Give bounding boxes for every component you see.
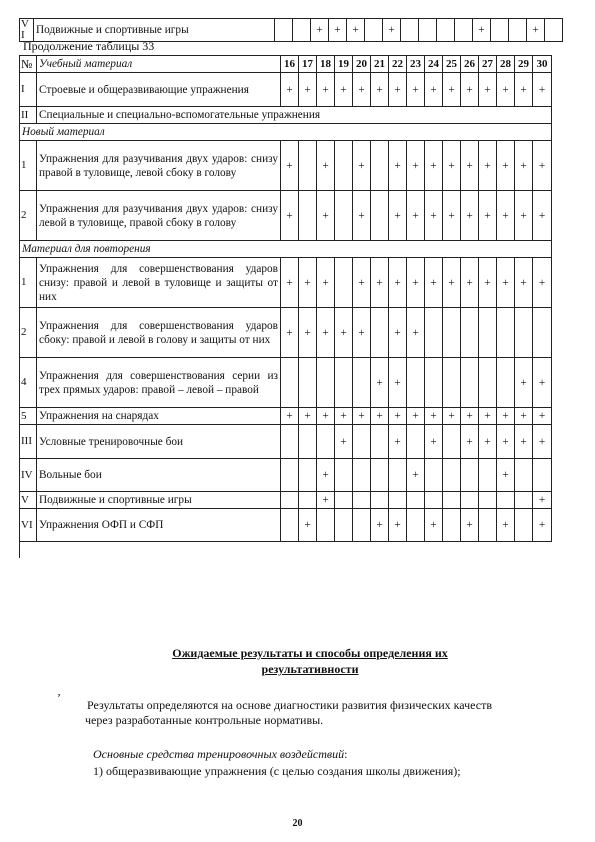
row-number: 1 [20, 141, 37, 191]
mark-cell: + [425, 191, 443, 241]
training-schedule-table [19, 55, 552, 542]
mark-cell [515, 492, 533, 509]
mark-cell [371, 191, 389, 241]
mark-cell [353, 492, 371, 509]
subheading-colon: : [344, 747, 348, 761]
mark-cell: + [281, 141, 299, 191]
table-row [20, 492, 552, 509]
mark-cell: + [389, 509, 407, 542]
mark-cell: + [353, 73, 371, 107]
row-number: 2 [20, 308, 37, 358]
stray-mark: ‚ [57, 684, 61, 698]
mark-cell: + [281, 73, 299, 107]
mark-cell [437, 19, 455, 42]
table-border-tail [19, 541, 20, 558]
mark-cell: + [533, 509, 552, 542]
row-material: Условные тренировочные бои [37, 425, 281, 459]
results-paragraph-line-1: Результаты определяются на основе диагностики развития физических качеств [87, 698, 493, 712]
mark-cell [335, 509, 353, 542]
mark-cell: + [461, 425, 479, 459]
mark-cell: + [461, 141, 479, 191]
row-number: 1 [20, 258, 37, 308]
mark-cell: + [311, 19, 329, 42]
mark-cell [443, 492, 461, 509]
header-lesson-number: 28 [497, 56, 515, 73]
mark-cell [299, 459, 317, 492]
mark-cell: + [461, 73, 479, 107]
section-title: Новый материал [20, 124, 552, 141]
header-material: Учебный материал [37, 56, 281, 73]
mark-cell [515, 459, 533, 492]
mark-cell: + [533, 408, 552, 425]
mark-cell: + [461, 191, 479, 241]
mark-cell: + [299, 73, 317, 107]
results-paragraph-line-2: через разработанные контрольные нормативы. [85, 713, 324, 727]
mark-cell: + [317, 459, 335, 492]
mark-cell [389, 492, 407, 509]
header-lesson-number: 21 [371, 56, 389, 73]
mark-cell: + [353, 308, 371, 358]
mark-cell: + [299, 408, 317, 425]
row-material: Подвижные и спортивные игры [34, 19, 275, 42]
mark-cell: + [425, 258, 443, 308]
mark-cell: + [497, 459, 515, 492]
mark-cell: + [389, 408, 407, 425]
mark-cell [317, 358, 335, 408]
mark-cell [281, 492, 299, 509]
row-number: I [20, 73, 37, 107]
table-header-row [20, 56, 552, 73]
mark-cell [443, 308, 461, 358]
mark-cell: + [281, 308, 299, 358]
mark-cell [299, 492, 317, 509]
table-row [20, 107, 552, 124]
mark-cell: + [389, 308, 407, 358]
mark-cell: + [389, 425, 407, 459]
mark-cell: + [425, 509, 443, 542]
mark-cell [371, 459, 389, 492]
mark-cell [317, 425, 335, 459]
mark-cell: + [317, 73, 335, 107]
mark-cell: + [515, 141, 533, 191]
mark-cell: + [479, 191, 497, 241]
mark-cell: + [461, 258, 479, 308]
table-row [20, 459, 552, 492]
row-material: Вольные бои [37, 459, 281, 492]
mark-cell [281, 425, 299, 459]
mark-cell [371, 141, 389, 191]
mark-cell: + [497, 191, 515, 241]
section-heading [110, 645, 510, 677]
mark-cell: + [389, 358, 407, 408]
mark-cell: + [317, 258, 335, 308]
mark-cell [281, 358, 299, 408]
table-row [20, 425, 552, 459]
mark-cell [407, 509, 425, 542]
header-lesson-number: 20 [353, 56, 371, 73]
header-lesson-number: 17 [299, 56, 317, 73]
mark-cell: + [371, 509, 389, 542]
mark-cell [407, 358, 425, 408]
mark-cell: + [515, 258, 533, 308]
mark-cell [317, 509, 335, 542]
mark-cell: + [473, 19, 491, 42]
mark-cell [479, 492, 497, 509]
mark-cell: + [383, 19, 401, 42]
section-heading-line-2: результативности [261, 662, 359, 676]
mark-cell: + [353, 258, 371, 308]
mark-cell: + [497, 408, 515, 425]
table-row [20, 191, 552, 241]
mark-cell [299, 425, 317, 459]
mark-cell [425, 358, 443, 408]
mark-cell [389, 459, 407, 492]
mark-cell [281, 459, 299, 492]
mark-cell [533, 459, 552, 492]
mark-cell [443, 425, 461, 459]
mark-cell [461, 308, 479, 358]
mark-cell: + [389, 141, 407, 191]
mark-cell [479, 308, 497, 358]
mark-cell [281, 509, 299, 542]
mark-cell: + [347, 19, 365, 42]
list-item: 1) общеразвивающие упражнения (с целью создания школы движения); [93, 764, 461, 778]
mark-cell [335, 258, 353, 308]
mark-cell [335, 358, 353, 408]
mark-cell [515, 509, 533, 542]
table-continuation-caption: Продолжение таблицы 33 [23, 39, 155, 53]
mark-cell [425, 459, 443, 492]
row-number: III [20, 425, 37, 459]
mark-cell: + [497, 141, 515, 191]
mark-cell: + [407, 191, 425, 241]
table-row [20, 509, 552, 542]
mark-cell: + [299, 308, 317, 358]
table-row [20, 358, 552, 408]
section-heading-line-1: Ожидаемые результаты и способы определения их [172, 646, 448, 660]
mark-cell [515, 308, 533, 358]
mark-cell: + [407, 73, 425, 107]
mark-cell [353, 509, 371, 542]
row-material: Упражнения для разучивания двух ударов: снизу левой в туловище, правой сбоку в голову [37, 191, 281, 241]
mark-cell: + [407, 141, 425, 191]
header-lesson-number: 23 [407, 56, 425, 73]
mark-cell [353, 459, 371, 492]
mark-cell: + [533, 73, 552, 107]
mark-cell: + [515, 73, 533, 107]
mark-cell: + [281, 408, 299, 425]
mark-cell: + [317, 492, 335, 509]
mark-cell: + [479, 425, 497, 459]
mark-cell: + [353, 141, 371, 191]
row-number: 5 [20, 408, 37, 425]
mark-cell [275, 19, 293, 42]
header-lesson-number: 18 [317, 56, 335, 73]
mark-cell: + [407, 459, 425, 492]
mark-cell: + [479, 141, 497, 191]
header-number: № [20, 56, 37, 73]
mark-cell: + [515, 425, 533, 459]
mark-cell [497, 492, 515, 509]
mark-cell: + [497, 425, 515, 459]
mark-cell: + [479, 73, 497, 107]
mark-cell: + [353, 408, 371, 425]
mark-cell: + [317, 141, 335, 191]
page-number: 20 [292, 818, 303, 829]
mark-cell: + [335, 73, 353, 107]
section-row [20, 241, 552, 258]
row-number: 2 [20, 191, 37, 241]
header-lesson-number: 24 [425, 56, 443, 73]
mark-cell [479, 358, 497, 408]
mark-cell: + [515, 408, 533, 425]
mark-cell: + [407, 308, 425, 358]
mark-cell: + [329, 19, 347, 42]
mark-cell [533, 308, 552, 358]
header-lesson-number: 22 [389, 56, 407, 73]
mark-cell: + [389, 258, 407, 308]
row-number: V [20, 492, 37, 509]
row-material: Подвижные и спортивные игры [37, 492, 281, 509]
row-number: VI [20, 19, 34, 42]
mark-cell: + [317, 308, 335, 358]
header-lesson-number: 29 [515, 56, 533, 73]
row-number: VI [20, 509, 37, 542]
mark-cell: + [317, 408, 335, 425]
section-row [20, 124, 552, 141]
mark-cell: + [443, 408, 461, 425]
header-lesson-number: 27 [479, 56, 497, 73]
mark-cell [545, 19, 563, 42]
row-material: Упражнения для совершенствования серии из трех прямых ударов: правой – левой – правой [37, 358, 281, 408]
mark-cell [509, 19, 527, 42]
mark-cell: + [515, 358, 533, 408]
mark-cell [335, 141, 353, 191]
row-number: 4 [20, 358, 37, 408]
mark-cell: + [353, 191, 371, 241]
mark-cell: + [371, 358, 389, 408]
mark-cell: + [533, 492, 552, 509]
row-number: IV [20, 459, 37, 492]
mark-cell: + [479, 258, 497, 308]
mark-cell: + [317, 191, 335, 241]
mark-cell [365, 19, 383, 42]
mark-cell [419, 19, 437, 42]
mark-cell [461, 358, 479, 408]
mark-cell: + [371, 408, 389, 425]
table-row [20, 308, 552, 358]
mark-cell [335, 492, 353, 509]
mark-cell [497, 308, 515, 358]
mark-cell: + [281, 258, 299, 308]
mark-cell: + [389, 73, 407, 107]
header-lesson-number: 25 [443, 56, 461, 73]
row-material: Упражнения для совершенствования ударов сбоку: правой и левой в голову и защиты от них [37, 308, 281, 358]
header-lesson-number: 19 [335, 56, 353, 73]
header-lesson-number: 16 [281, 56, 299, 73]
mark-cell [353, 425, 371, 459]
header-lesson-number: 26 [461, 56, 479, 73]
mark-cell [443, 358, 461, 408]
mark-cell: + [425, 141, 443, 191]
mark-cell: + [299, 509, 317, 542]
mark-cell: + [371, 73, 389, 107]
mark-cell: + [299, 258, 317, 308]
row-material: Строевые и общеразвивающие упражнения [37, 73, 281, 107]
mark-cell: + [335, 308, 353, 358]
mark-cell [479, 509, 497, 542]
mark-cell [293, 19, 311, 42]
mark-cell: + [497, 73, 515, 107]
mark-cell [443, 509, 461, 542]
mark-cell [425, 308, 443, 358]
table-row [20, 141, 552, 191]
mark-cell [299, 191, 317, 241]
mark-cell: + [281, 191, 299, 241]
mark-cell: + [425, 408, 443, 425]
mark-cell: + [389, 191, 407, 241]
mark-cell [443, 459, 461, 492]
row-material: Упражнения для разучивания двух ударов: снизу правой в туловище, левой сбоку в голову [37, 141, 281, 191]
mark-cell: + [533, 141, 552, 191]
mark-cell [335, 459, 353, 492]
mark-cell [353, 358, 371, 408]
mark-cell: + [407, 258, 425, 308]
table-row [20, 73, 552, 107]
mark-cell [299, 141, 317, 191]
mark-cell [425, 492, 443, 509]
mark-cell: + [527, 19, 545, 42]
mark-cell: + [533, 358, 552, 408]
mark-cell [455, 19, 473, 42]
mark-cell [371, 425, 389, 459]
mark-cell [371, 492, 389, 509]
mark-cell [407, 492, 425, 509]
subheading-text: Основные средства тренировочных воздействий [93, 747, 345, 761]
mark-cell [407, 425, 425, 459]
mark-cell [401, 19, 419, 42]
mark-cell [479, 459, 497, 492]
mark-cell: + [425, 425, 443, 459]
mark-cell: + [533, 258, 552, 308]
table-row [20, 258, 552, 308]
table-row [20, 408, 552, 425]
mark-cell: + [443, 191, 461, 241]
row-material: Упражнения на снарядах [37, 408, 281, 425]
mark-cell: + [461, 408, 479, 425]
mark-cell [461, 492, 479, 509]
header-lesson-number: 30 [533, 56, 552, 73]
mark-cell: + [515, 191, 533, 241]
mark-cell: + [407, 408, 425, 425]
mark-cell: + [497, 258, 515, 308]
mark-cell: + [497, 509, 515, 542]
mark-cell: + [461, 509, 479, 542]
section-title: Материал для повторения [20, 241, 552, 258]
training-means-subheading [93, 747, 347, 762]
mark-cell: + [479, 408, 497, 425]
mark-cell [461, 459, 479, 492]
mark-cell: + [443, 141, 461, 191]
mark-cell [491, 19, 509, 42]
mark-cell: + [443, 73, 461, 107]
row-number: II [20, 107, 37, 124]
mark-cell: + [425, 73, 443, 107]
mark-cell: + [533, 425, 552, 459]
mark-cell [497, 358, 515, 408]
mark-cell [299, 358, 317, 408]
mark-cell: + [371, 258, 389, 308]
row-material: Упражнения ОФП и СФП [37, 509, 281, 542]
mark-cell [371, 308, 389, 358]
mark-cell [335, 191, 353, 241]
mark-cell: + [335, 425, 353, 459]
row-material: Специальные и специально-вспомогательные упражнения [37, 107, 552, 124]
mark-cell: + [443, 258, 461, 308]
mark-cell: + [533, 191, 552, 241]
mark-cell: + [335, 408, 353, 425]
row-material: Упражнения для совершенствования ударов снизу: правой и левой в туловище и защиты от них [37, 258, 281, 308]
